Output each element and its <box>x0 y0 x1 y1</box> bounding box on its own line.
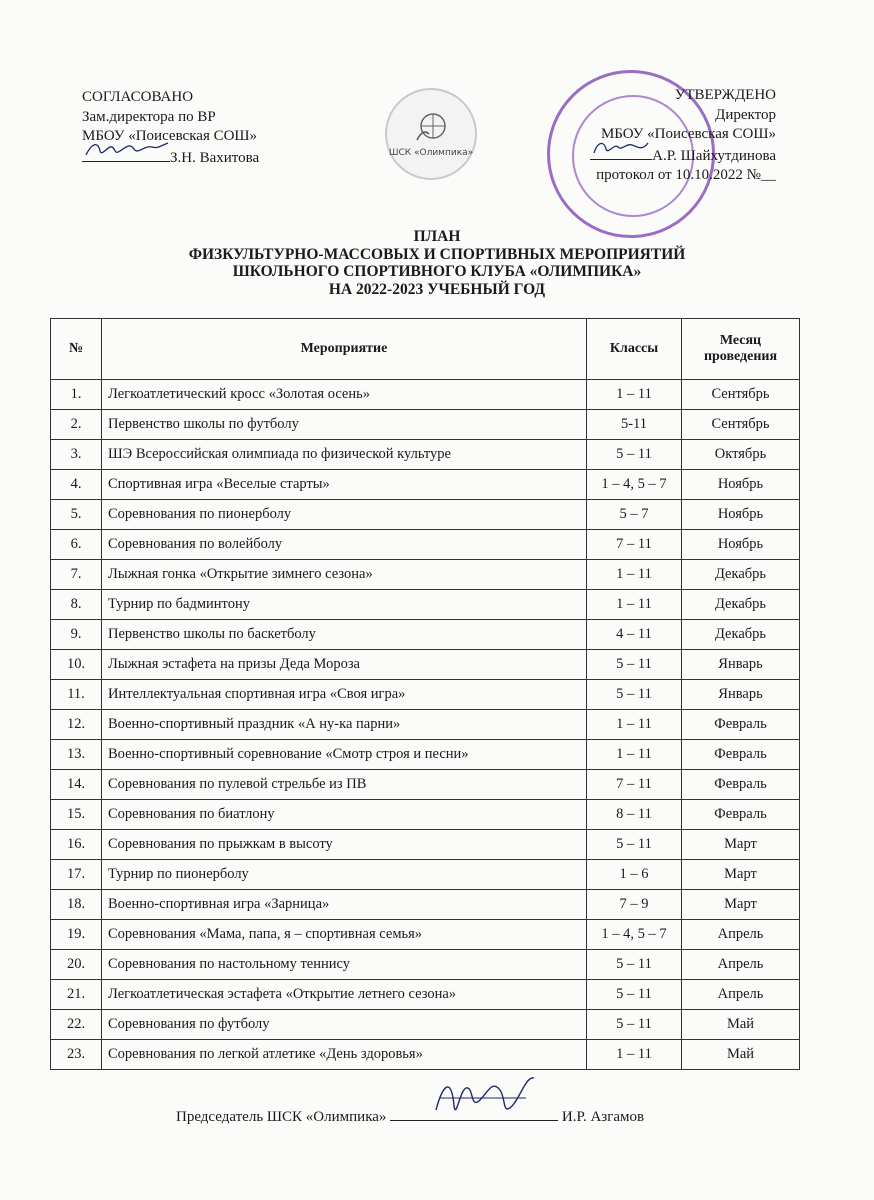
cell-classes: 5 – 7 <box>587 500 682 530</box>
cell-classes: 5 – 11 <box>587 950 682 980</box>
cell-num: 8. <box>51 590 102 620</box>
approval-right-protocol: протокол от 10.10.2022 №__ <box>596 167 776 183</box>
basketball-player-icon <box>411 110 451 146</box>
cell-num: 2. <box>51 410 102 440</box>
cell-classes: 7 – 11 <box>587 770 682 800</box>
cell-month: Апрель <box>682 950 800 980</box>
title-line-3: ШКОЛЬНОГО СПОРТИВНОГО КЛУБА «ОЛИМПИКА» <box>232 263 642 280</box>
table-row <box>51 800 800 830</box>
cell-month: Ноябрь <box>682 470 800 500</box>
table-row <box>51 680 800 710</box>
cell-num: 7. <box>51 560 102 590</box>
cell-num: 20. <box>51 950 102 980</box>
table-row <box>51 380 800 410</box>
cell-classes: 1 – 11 <box>587 560 682 590</box>
cell-month: Ноябрь <box>682 500 800 530</box>
cell-num: 13. <box>51 740 102 770</box>
cell-month: Ноябрь <box>682 530 800 560</box>
cell-month: Январь <box>682 650 800 680</box>
cell-month: Февраль <box>682 770 800 800</box>
cell-classes: 8 – 11 <box>587 800 682 830</box>
cell-classes: 1 – 11 <box>587 710 682 740</box>
header-month-line2: проведения <box>703 349 778 364</box>
cell-month: Февраль <box>682 740 800 770</box>
cell-classes: 5-11 <box>587 410 682 440</box>
cell-num: 22. <box>51 1010 102 1040</box>
cell-month: Декабрь <box>682 560 800 590</box>
cell-event: Первенство школы по футболу <box>102 410 587 440</box>
cell-num: 21. <box>51 980 102 1010</box>
cell-num: 11. <box>51 680 102 710</box>
cell-classes: 5 – 11 <box>587 980 682 1010</box>
table-row <box>51 950 800 980</box>
approval-left-signer: З.Н. Вахитова <box>170 149 260 166</box>
title-line-2: ФИЗКУЛЬТУРНО-МАССОВЫХ И СПОРТИВНЫХ МЕРОПРИЯТИЙ <box>188 245 686 263</box>
footer-signer: И.Р. Азгамов <box>561 1109 645 1125</box>
cell-month: Февраль <box>682 710 800 740</box>
cell-month: Март <box>682 860 800 890</box>
logo-caption: ШСК «Олимпика» <box>388 148 474 158</box>
approval-left-organization: МБОУ «Поисевская СОШ» <box>82 128 258 144</box>
table-row <box>51 740 800 770</box>
cell-event: Соревнования по легкой атлетике «День здоровья» <box>102 1040 587 1070</box>
approval-right-title: УТВЕРЖДЕНО <box>674 87 776 103</box>
cell-event: Турнир по пионерболу <box>102 860 587 890</box>
cell-month: Май <box>682 1010 800 1040</box>
cell-classes: 5 – 11 <box>587 680 682 710</box>
cell-event: Соревнования «Мама, папа, я – спортивная семья» <box>102 920 587 950</box>
approval-right-position: Директор <box>715 106 776 123</box>
signature-line <box>82 147 170 162</box>
cell-month: Декабрь <box>682 620 800 650</box>
cell-classes: 1 – 6 <box>587 860 682 890</box>
cell-classes: 1 – 11 <box>587 1040 682 1070</box>
handwritten-signature-icon <box>82 137 170 161</box>
cell-classes: 5 – 11 <box>587 1010 682 1040</box>
approval-right-signer: А.Р. Шайхутдинова <box>652 147 776 164</box>
table-row <box>51 710 800 740</box>
header-event: Мероприятие <box>102 319 587 380</box>
cell-event: ШЭ Всероссийская олимпиада по физической культуре <box>102 440 587 470</box>
cell-event: Легкоатлетическая эстафета «Открытие летнего сезона» <box>102 980 587 1010</box>
header-month <box>682 319 800 380</box>
cell-num: 5. <box>51 500 102 530</box>
cell-event: Спортивная игра «Веселые старты» <box>102 470 587 500</box>
approval-right-signature-row <box>590 145 776 167</box>
cell-month: Октябрь <box>682 440 800 470</box>
cell-classes: 1 – 11 <box>587 380 682 410</box>
cell-num: 3. <box>51 440 102 470</box>
table-row <box>51 590 800 620</box>
cell-event: Соревнования по пионерболу <box>102 500 587 530</box>
cell-event: Соревнования по волейболу <box>102 530 587 560</box>
handwritten-signature-icon <box>590 137 652 159</box>
cell-num: 10. <box>51 650 102 680</box>
cell-month: Декабрь <box>682 590 800 620</box>
cell-month: Февраль <box>682 800 800 830</box>
approval-right-block <box>590 86 776 186</box>
title-line-1: ПЛАН <box>413 228 461 245</box>
table-body <box>51 380 800 1070</box>
approval-left-position: Зам.директора по ВР <box>82 108 216 125</box>
cell-classes: 7 – 9 <box>587 890 682 920</box>
cell-num: 9. <box>51 620 102 650</box>
cell-month: Апрель <box>682 920 800 950</box>
signature-line <box>590 145 652 160</box>
header-num: № <box>51 319 102 380</box>
cell-event: Лыжная эстафета на призы Деда Мороза <box>102 650 587 680</box>
table-row <box>51 830 800 860</box>
document-title <box>0 228 874 298</box>
table-row <box>51 470 800 500</box>
cell-num: 4. <box>51 470 102 500</box>
cell-num: 15. <box>51 800 102 830</box>
cell-month: Май <box>682 1040 800 1070</box>
cell-classes: 1 – 4, 5 – 7 <box>587 920 682 950</box>
approval-left-signature-row <box>82 147 259 169</box>
cell-month: Сентябрь <box>682 410 800 440</box>
cell-classes: 1 – 4, 5 – 7 <box>587 470 682 500</box>
club-logo <box>385 88 477 180</box>
cell-month: Январь <box>682 680 800 710</box>
cell-event: Военно-спортивный праздник «А ну-ка парни» <box>102 710 587 740</box>
cell-event: Соревнования по пулевой стрельбе из ПВ <box>102 770 587 800</box>
cell-num: 1. <box>51 380 102 410</box>
cell-event: Интеллектуальная спортивная игра «Своя игра» <box>102 680 587 710</box>
table-row <box>51 980 800 1010</box>
table-row <box>51 440 800 470</box>
cell-month: Сентябрь <box>682 380 800 410</box>
footer-label: Председатель ШСК «Олимпика» <box>176 1109 387 1125</box>
cell-num: 17. <box>51 860 102 890</box>
cell-event: Соревнования по футболу <box>102 1010 587 1040</box>
cell-num: 12. <box>51 710 102 740</box>
cell-classes: 4 – 11 <box>587 620 682 650</box>
table-row <box>51 650 800 680</box>
cell-num: 23. <box>51 1040 102 1070</box>
cell-event: Военно-спортивная игра «Зарница» <box>102 890 587 920</box>
cell-num: 14. <box>51 770 102 800</box>
table-row <box>51 500 800 530</box>
cell-classes: 5 – 11 <box>587 440 682 470</box>
table-row <box>51 1010 800 1040</box>
approval-left-title: СОГЛАСОВАНО <box>82 89 194 105</box>
cell-classes: 7 – 11 <box>587 530 682 560</box>
table-row <box>51 530 800 560</box>
cell-event: Соревнования по настольному теннису <box>102 950 587 980</box>
cell-event: Военно-спортивный соревнование «Смотр строя и песни» <box>102 740 587 770</box>
cell-classes: 5 – 11 <box>587 650 682 680</box>
cell-num: 19. <box>51 920 102 950</box>
cell-classes: 5 – 11 <box>587 830 682 860</box>
cell-classes: 1 – 11 <box>587 740 682 770</box>
cell-num: 16. <box>51 830 102 860</box>
footer-signature-line <box>390 1108 558 1121</box>
cell-event: Соревнования по прыжкам в высоту <box>102 830 587 860</box>
cell-event: Легкоатлетический кросс «Золотая осень» <box>102 380 587 410</box>
table-row <box>51 890 800 920</box>
cell-classes: 1 – 11 <box>587 590 682 620</box>
cell-month: Март <box>682 830 800 860</box>
cell-event: Лыжная гонка «Открытие зимнего сезона» <box>102 560 587 590</box>
table-header-row <box>51 319 800 380</box>
events-table <box>50 318 800 1070</box>
title-line-4: НА 2022-2023 УЧЕБНЫЙ ГОД <box>328 280 546 298</box>
table-row <box>51 770 800 800</box>
cell-month: Март <box>682 890 800 920</box>
table-row <box>51 860 800 890</box>
handwritten-signature-icon <box>430 1070 540 1130</box>
table-row <box>51 1040 800 1070</box>
cell-event: Первенство школы по баскетболу <box>102 620 587 650</box>
footer-signature-block <box>176 1108 644 1126</box>
table-row <box>51 560 800 590</box>
cell-event: Соревнования по биатлону <box>102 800 587 830</box>
cell-month: Апрель <box>682 980 800 1010</box>
cell-event: Турнир по бадминтону <box>102 590 587 620</box>
cell-num: 18. <box>51 890 102 920</box>
approval-right-organization: МБОУ «Поисевская СОШ» <box>600 126 776 142</box>
header-classes: Классы <box>587 319 682 380</box>
approval-left-block <box>82 88 259 168</box>
header-month-line1: Месяц <box>719 333 762 348</box>
table-row <box>51 410 800 440</box>
table-row <box>51 920 800 950</box>
table-row <box>51 620 800 650</box>
cell-num: 6. <box>51 530 102 560</box>
